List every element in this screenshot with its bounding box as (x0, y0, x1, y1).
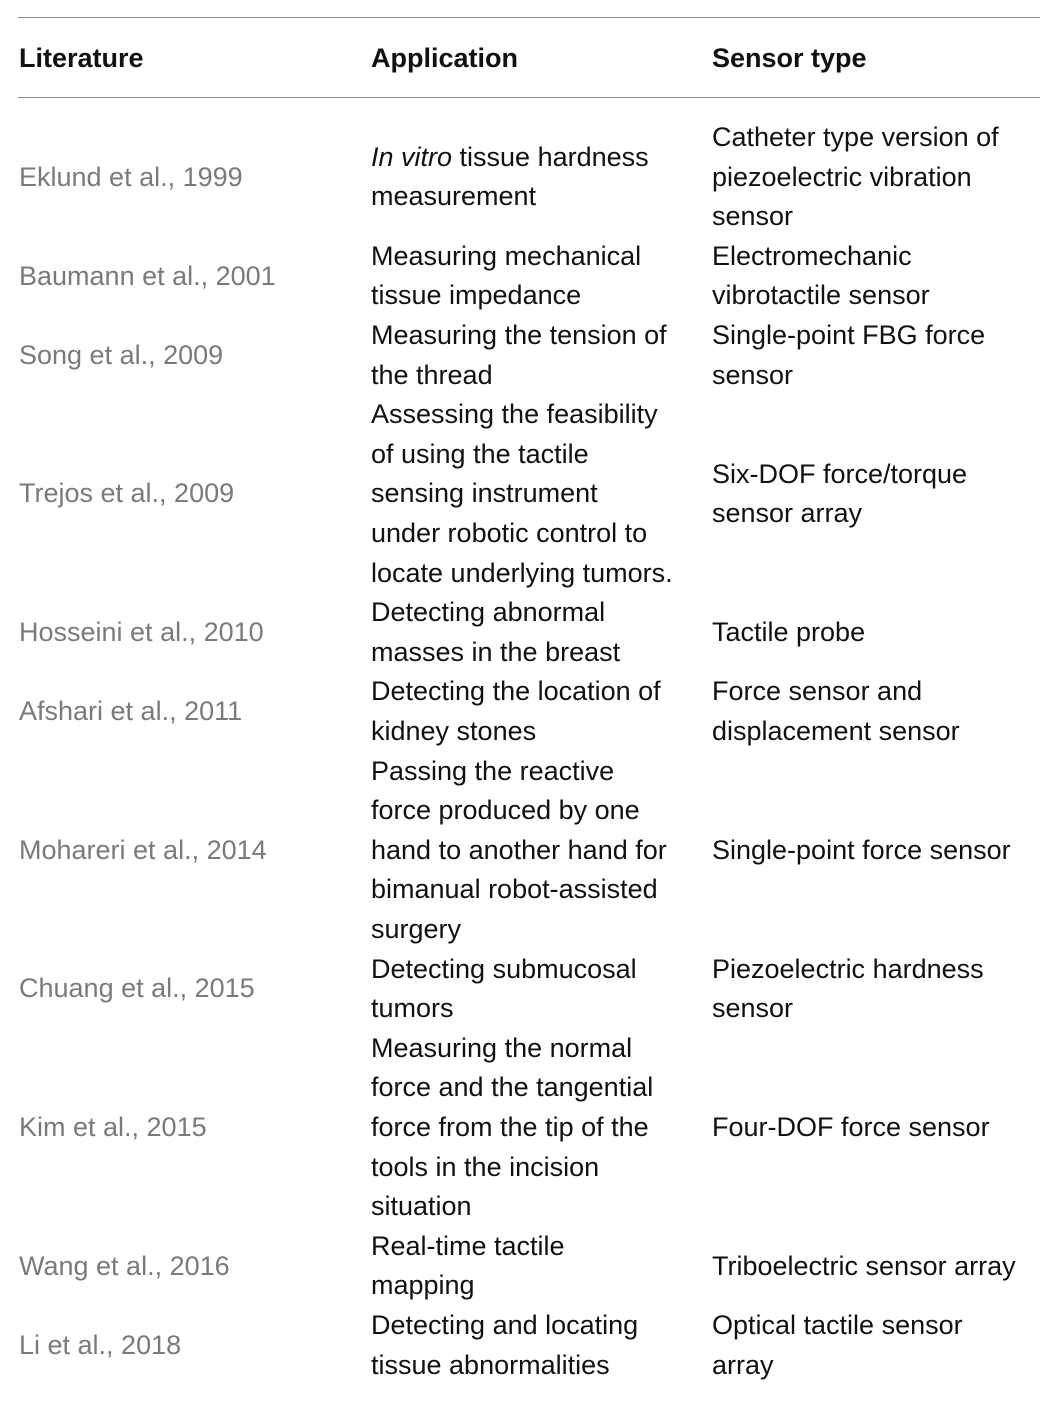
application-line: measurement (371, 181, 537, 212)
application-cell (371, 672, 701, 751)
application-cell (371, 1306, 701, 1385)
sensor-type-line: Single-point force sensor (712, 834, 1011, 865)
table-row (0, 237, 1061, 316)
header-sensor-type: Sensor type (712, 43, 867, 73)
sensor-type-line: Tactile probe (712, 616, 866, 647)
application-line: Detecting and locating (371, 1310, 639, 1340)
sensor-type-line: piezoelectric vibration (712, 161, 972, 192)
application-line: masses in the breast (371, 636, 621, 667)
application-line: bimanual robot-assisted (371, 874, 658, 905)
sensor-type-cell (712, 950, 1042, 1029)
application-line: under robotic control to (371, 517, 648, 548)
sensor-type-cell (712, 118, 1042, 237)
sensor-type-cell (712, 1306, 1042, 1385)
table-row (0, 593, 1061, 672)
application-line: sensing instrument (371, 478, 598, 509)
sensor-type-line: Four-DOF force sensor (712, 1112, 990, 1142)
sensor-type-cell (712, 395, 1042, 593)
literature-text: Wang et al., 2016 (19, 1250, 230, 1281)
application-line: Detecting abnormal (371, 597, 606, 628)
sensor-type-cell (712, 316, 1042, 395)
table-top-rule (18, 17, 1040, 18)
table-row (0, 1029, 1061, 1227)
application-line: of using the tactile (371, 438, 589, 469)
application-cell (371, 118, 701, 237)
header-literature: Literature (19, 43, 144, 73)
sensor-type-cell (712, 1227, 1042, 1306)
literature-cell (19, 752, 359, 950)
application-line: Measuring the normal (371, 1032, 633, 1063)
sensor-type-line: Six-DOF force/torque (712, 458, 968, 489)
sensor-type-line: array (712, 1349, 774, 1380)
literature-cell (19, 1306, 359, 1385)
sensor-type-line: Piezoelectric hardness (712, 953, 984, 984)
application-line: the thread (371, 359, 493, 390)
application-line: kidney stones (371, 715, 537, 746)
sensor-type-line: Electromechanic (712, 240, 912, 271)
sensor-type-cell (712, 237, 1042, 316)
application-line: Measuring the tension of (371, 320, 667, 350)
table-row (0, 1306, 1061, 1385)
sensor-type-line: sensor (712, 993, 794, 1024)
application-line: Assessing the feasibility (371, 399, 658, 430)
application-cell (371, 316, 701, 395)
literature-cell (19, 118, 359, 237)
application-line: mapping (371, 1270, 475, 1301)
sensor-type-line: Single-point FBG force (712, 320, 986, 350)
literature-text: Song et al., 2009 (19, 339, 224, 370)
application-line: situation (371, 1191, 472, 1222)
sensor-type-line: Triboelectric sensor array (712, 1250, 1016, 1281)
application-cell (371, 395, 701, 593)
literature-text: Afshari et al., 2011 (19, 696, 243, 727)
application-cell (371, 752, 701, 950)
literature-cell (19, 395, 359, 593)
sensor-type-line: Force sensor and (712, 676, 923, 707)
sensor-type-cell (712, 593, 1042, 672)
application-line: force from the tip of the (371, 1112, 649, 1142)
literature-text: Eklund et al., 1999 (19, 161, 243, 192)
literature-text: Li et al., 2018 (19, 1329, 182, 1360)
application-line: Passing the reactive (371, 755, 615, 786)
application-cell (371, 950, 701, 1029)
application-cell (371, 1029, 701, 1227)
sensor-type-line: sensor (712, 201, 794, 232)
table-row (0, 395, 1061, 593)
table-header-rule (18, 97, 1040, 98)
sensor-type-cell (712, 1029, 1042, 1227)
application-line: Detecting submucosal (371, 953, 637, 984)
literature-cell (19, 672, 359, 751)
application-line: surgery (371, 913, 462, 944)
application-line: force produced by one (371, 795, 640, 826)
application-cell (371, 593, 701, 672)
table-row (0, 1227, 1061, 1306)
sensor-type-cell (712, 672, 1042, 751)
sensor-type-line: Optical tactile sensor (712, 1310, 963, 1340)
table-row (0, 316, 1061, 395)
table-row (0, 752, 1061, 950)
application-italic-text: In vitro (371, 141, 453, 172)
literature-cell (19, 593, 359, 672)
sensor-type-line: displacement sensor (712, 715, 960, 746)
table-row (0, 950, 1061, 1029)
application-text: tissue hardness (452, 141, 649, 172)
sensor-type-line: vibrotactile sensor (712, 280, 930, 311)
application-line: Measuring mechanical (371, 240, 642, 271)
literature-text: Trejos et al., 2009 (19, 478, 235, 509)
sensor-type-line: sensor (712, 359, 794, 390)
application-line: tumors (371, 993, 454, 1024)
literature-text: Kim et al., 2015 (19, 1112, 207, 1142)
literature-cell (19, 237, 359, 316)
literature-text: Mohareri et al., 2014 (19, 834, 267, 865)
table-row (0, 672, 1061, 751)
header-application: Application (371, 43, 518, 73)
sensor-type-line: Catheter type version of (712, 122, 999, 152)
literature-cell (19, 1227, 359, 1306)
table-row (0, 118, 1061, 237)
application-line: hand to another hand for (371, 834, 667, 865)
application-line: force and the tangential (371, 1072, 654, 1103)
application-line: Real-time tactile (371, 1230, 565, 1261)
literature-cell (19, 950, 359, 1029)
literature-cell (19, 316, 359, 395)
application-line (371, 138, 649, 178)
application-line: Detecting the location of (371, 676, 661, 707)
application-line: tissue abnormalities (371, 1349, 610, 1380)
sensor-type-line: sensor array (712, 498, 863, 529)
literature-text: Chuang et al., 2015 (19, 973, 255, 1004)
sensor-type-cell (712, 752, 1042, 950)
literature-cell (19, 1029, 359, 1227)
literature-text: Baumann et al., 2001 (19, 260, 276, 291)
application-line: locate underlying tumors. (371, 557, 673, 588)
literature-text: Hosseini et al., 2010 (19, 616, 264, 647)
application-cell (371, 237, 701, 316)
application-line: tissue impedance (371, 280, 582, 311)
application-cell (371, 1227, 701, 1306)
application-line: tools in the incision (371, 1151, 600, 1182)
